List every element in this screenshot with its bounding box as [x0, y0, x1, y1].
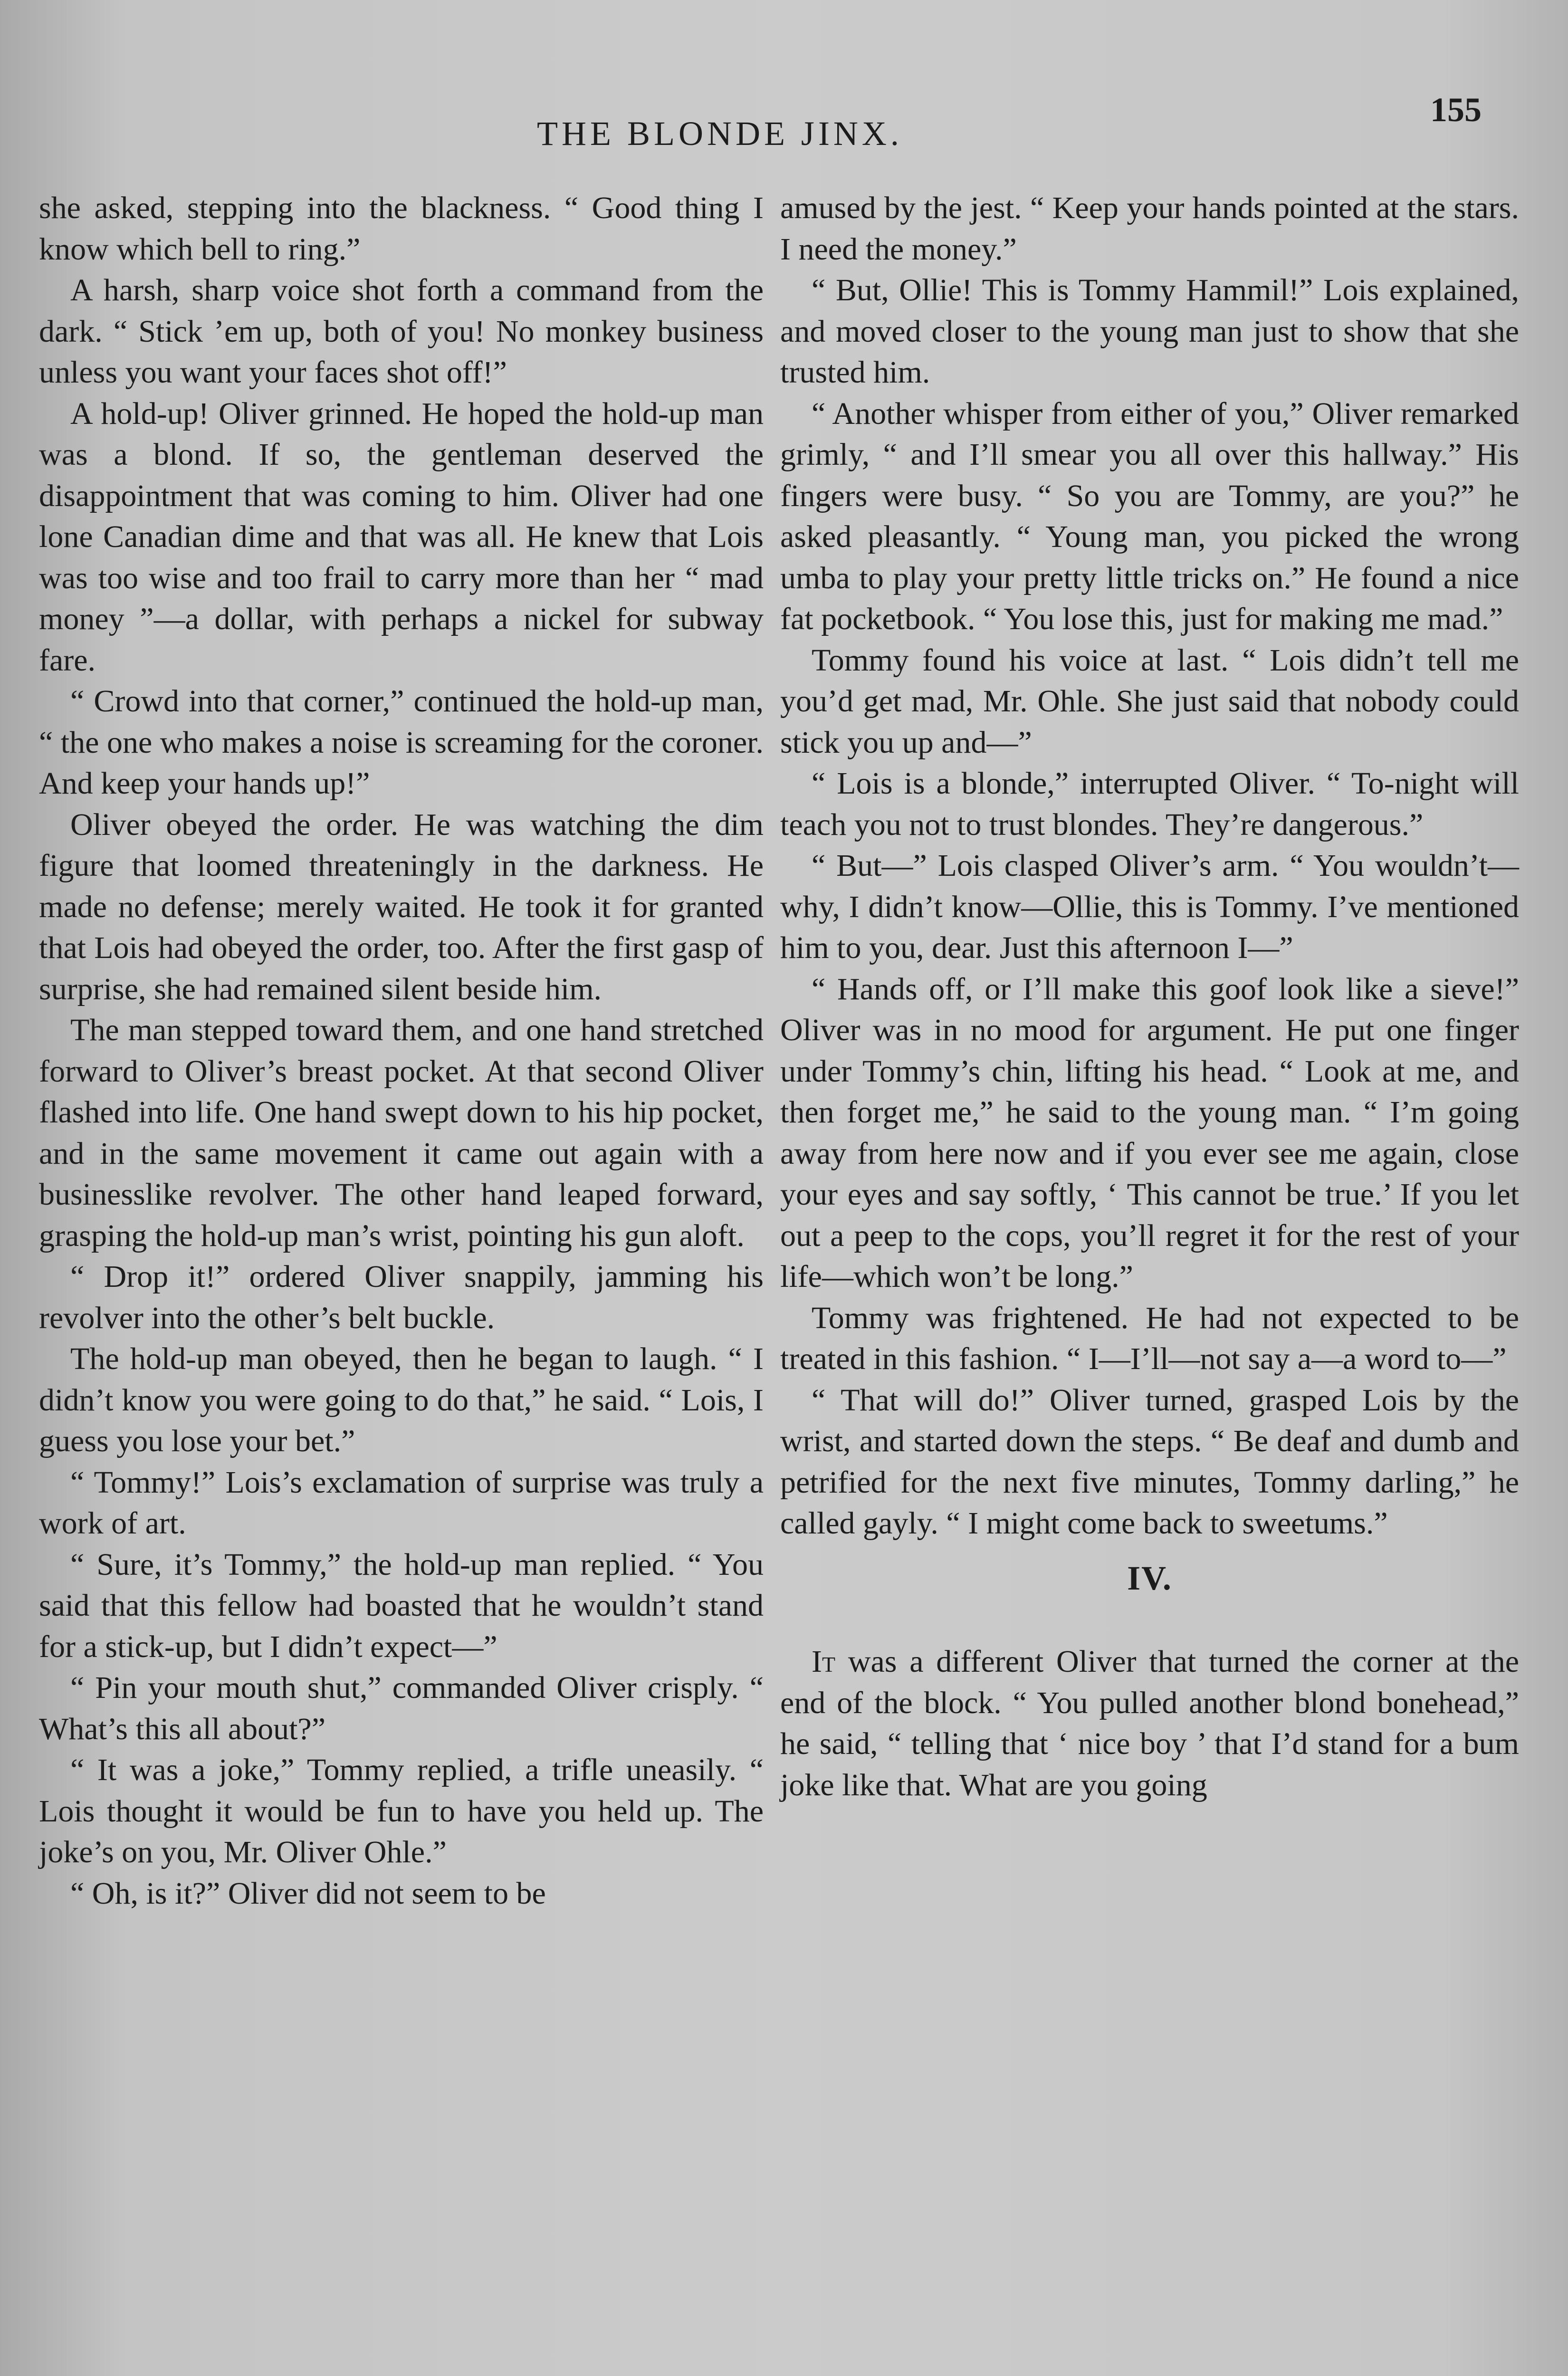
paragraph: “ But—” Lois clasped Oliver’s arm. “ You wouldn’t—why, I didn’t know—Ollie, this is Tommy. I’ve mentioned him to you, dear. Just this afternoon I—” — [780, 848, 1519, 965]
section-heading: IV. — [1127, 1559, 1172, 1597]
paragraph-text: was a different Oliver that turned the corner at the end of the block. “ You pulled another blond bonehead,” he said, “ telling that ‘ nice boy ’ that I’d stand for a bum joke like that. What are you going — [780, 1644, 1519, 1802]
paragraph: “ Sure, it’s Tommy,” the hold-up man replied. “ You said that this fellow had boasted that he wouldn’t stand for a stick-up, but I didn’t expect—” — [39, 1547, 764, 1664]
paragraph: Tommy was frightened. He had not expected to be treated in this fashion. “ I—I’ll—not say a—a word to—” — [780, 1300, 1519, 1376]
left-column — [39, 188, 764, 1914]
paragraph: “ Pin your mouth shut,” commanded Oliver crisply. “ What’s this all about?” — [39, 1670, 764, 1746]
paragraph: she asked, stepping into the blackness. “ Good thing I know which bell to ring.” — [39, 191, 764, 267]
drop-word: It — [812, 1644, 836, 1679]
paragraph: A harsh, sharp voice shot forth a command from the dark. “ Stick ’em up, both of you! No monkey business unless you want your faces shot off!” — [39, 273, 764, 390]
paragraph: “ Hands off, or I’ll make this goof look like a sieve!” Oliver was in no mood for argument. He put one finger under Tommy’s chin, lifting his head. “ Look at me, and then forget me,” he said to the young man. “ I’m going away from here now and if you ever see me again, close your eyes and say softly, ‘ This cannot be true.’ If you let out a peep to the cops, you’ll regret it for the rest of your life—which won’t be long.” — [780, 971, 1519, 1294]
paragraph: “ It was a joke,” Tommy replied, a trifle uneasily. “ Lois thought it would be fun to have you held up. The joke’s on you, Mr. Oliver Ohle.” — [39, 1753, 764, 1869]
page-number: 155 — [1430, 91, 1482, 129]
paragraph: amused by the jest. “ Keep your hands pointed at the stars. I need the money.” — [780, 191, 1519, 267]
paragraph: The man stepped toward them, and one hand stretched forward to Oliver’s breast pocket. At that second Oliver flashed into life. One hand swept down to his hip pocket, and in the same movement it came out again with a businesslike revolver. The other hand leaped forward, grasping the hold-up man’s wrist, pointing his gun aloft. — [39, 1013, 764, 1253]
paragraph: “ Oh, is it?” Oliver did not seem to be — [70, 1876, 546, 1911]
paragraph: “ But, Ollie! This is Tommy Hammil!” Lois explained, and moved closer to the young man just to show that she trusted him. — [780, 273, 1519, 390]
paragraph: “ Lois is a blonde,” interrupted Oliver. “ To-night will teach you not to trust blondes. They’re dangerous.” — [780, 766, 1519, 842]
paragraph: “ Another whisper from either of you,” Oliver remarked grimly, “ and I’ll smear you all over this hallway.” His fingers were busy. “ So you are Tommy, are you?” he asked pleasantly. “ Young man, you picked the wrong umba to play your pretty little tricks on.” He found a nice fat pocketbook. “ You lose this, just for making me mad.” — [780, 396, 1519, 636]
paragraph: The hold-up man obeyed, then he began to laugh. “ I didn’t know you were going to do that,” he said. “ Lois, I guess you lose your bet.” — [39, 1341, 764, 1458]
paragraph: “ Crowd into that corner,” continued the hold-up man, “ the one who makes a noise is screaming for the coroner. And keep your hands up!” — [39, 684, 764, 801]
paragraph: “ Tommy!” Lois’s exclamation of surprise was truly a work of art. — [39, 1465, 764, 1541]
right-column — [780, 188, 1519, 1806]
paragraph: A hold-up! Oliver grinned. He hoped the hold-up man was a blond. If so, the gentleman deserved the disappointment that was coming to him. Oliver had one lone Canadian dime and that was all. He knew that Lois was too wise and too frail to carry more than her “ mad money ”—a dollar, with perhaps a nickel for subway fare. — [39, 396, 764, 678]
paragraph: Tommy found his voice at last. “ Lois didn’t tell me you’d get mad, Mr. Ohle. She just said that nobody could stick you up and—” — [780, 642, 1519, 760]
paragraph: “ Drop it!” ordered Oliver snappily, jamming his revolver into the other’s belt buckle. — [39, 1259, 764, 1335]
paragraph: Oliver obeyed the order. He was watching the dim figure that loomed threateningly in the darkness. He made no defense; merely waited. He took it for granted that Lois had obeyed the order, too. After the first gasp of surprise, she had remained silent beside him. — [39, 807, 764, 1006]
paragraph: “ That will do!” Oliver turned, grasped Lois by the wrist, and started down the steps. “ Be deaf and dumb and petrified for the next five minutes, Tommy darling,” he called gayly. “ I might come back to sweetums.” — [780, 1382, 1519, 1541]
running-head: THE BLONDE JINX. — [537, 115, 903, 153]
section-opening-paragraph — [780, 1641, 1519, 1806]
